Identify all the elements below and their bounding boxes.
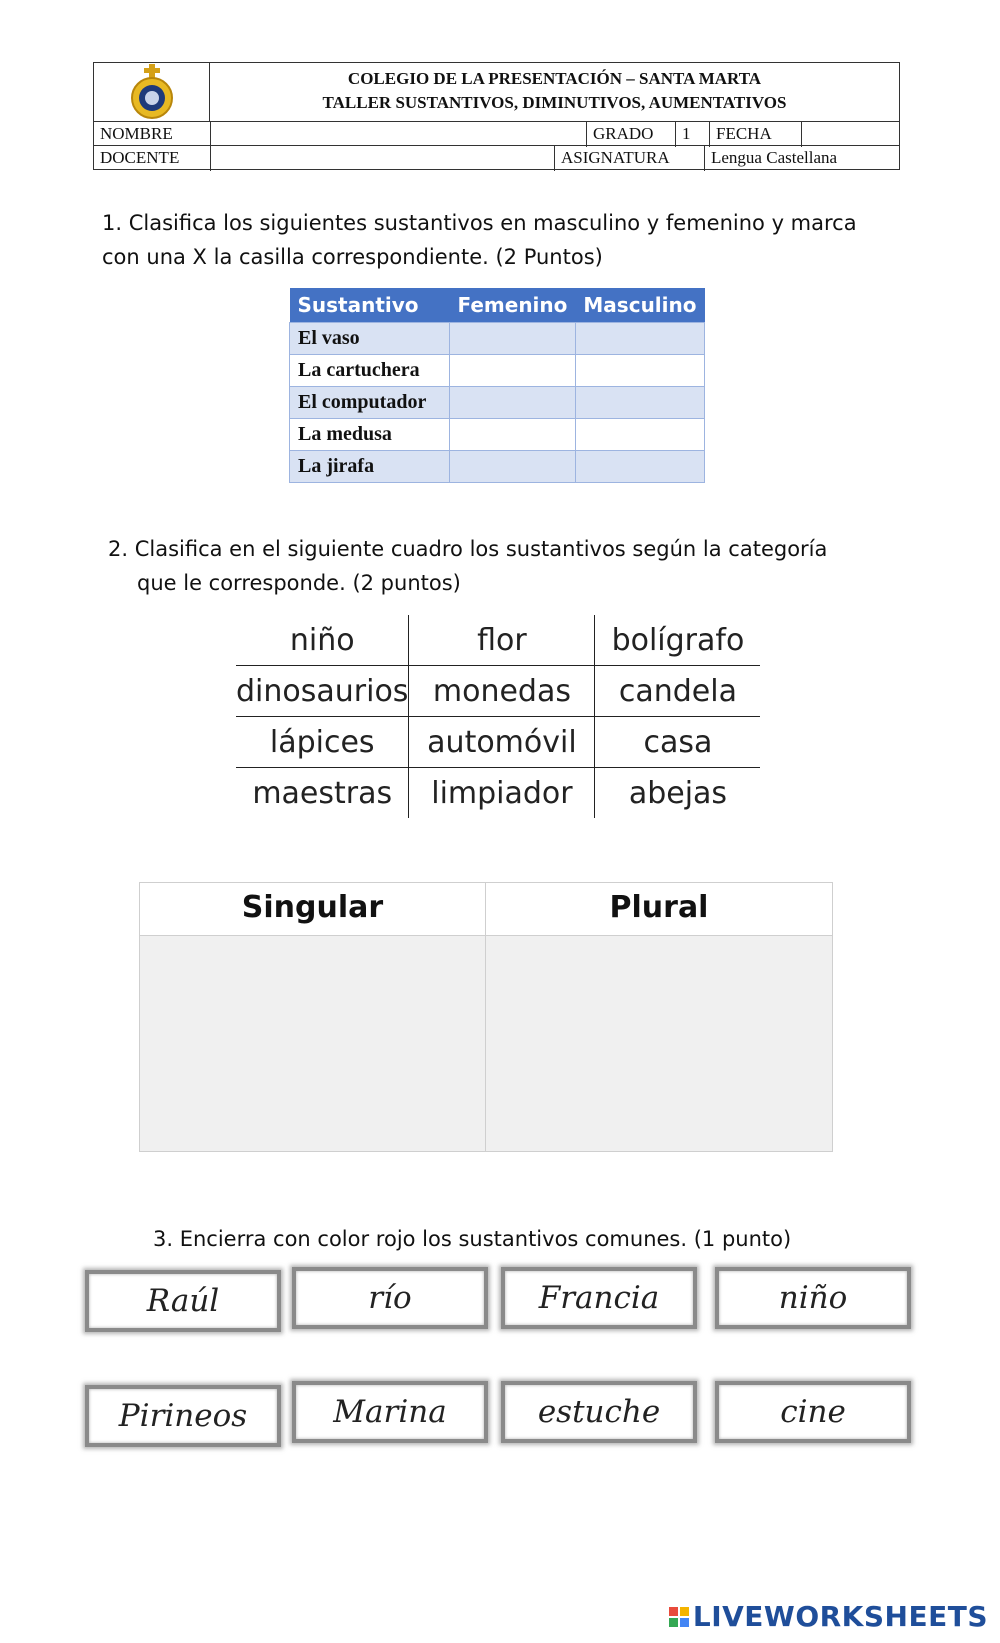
column-divider (485, 883, 486, 1151)
brand-text: LIVEWORKSHEETS (692, 1600, 988, 1633)
header-titles (210, 63, 899, 121)
word-box[interactable]: niño (715, 1267, 911, 1329)
gender-table (289, 288, 705, 483)
col-sustantivo: Sustantivo (290, 288, 450, 323)
school-crest-icon (127, 64, 177, 120)
gender-table-header (290, 288, 705, 323)
table-row (290, 323, 705, 355)
word-grid-row (236, 768, 760, 819)
word-box[interactable]: cine (715, 1381, 911, 1443)
plural-header: Plural (486, 883, 832, 935)
draggable-word[interactable]: dinosaurios (236, 666, 409, 717)
table-row (290, 451, 705, 483)
femenino-checkbox[interactable] (450, 387, 576, 419)
femenino-checkbox[interactable] (450, 419, 576, 451)
word-box[interactable]: Raúl (85, 1270, 281, 1332)
col-femenino: Femenino (450, 288, 576, 323)
masculino-checkbox[interactable] (575, 451, 704, 483)
asignatura-value: Lengua Castellana (704, 146, 899, 171)
q1-line2: con una X la casilla correspondiente. (2 Puntos) (102, 245, 603, 269)
word-grid-row (236, 666, 760, 717)
header-table (93, 62, 900, 170)
singular-drop-zone[interactable] (140, 935, 485, 1151)
asignatura-label: ASIGNATURA (554, 146, 704, 171)
masculino-checkbox[interactable] (575, 323, 704, 355)
workshop-title: TALLER SUSTANTIVOS, DIMINUTIVOS, AUMENTATIVOS (322, 93, 787, 112)
draggable-word[interactable]: bolígrafo (595, 615, 761, 666)
fecha-label: FECHA (709, 122, 801, 147)
draggable-word[interactable]: casa (595, 717, 761, 768)
plural-drop-zone[interactable] (486, 935, 832, 1151)
word-box[interactable]: Francia (501, 1267, 697, 1329)
word-box[interactable]: estuche (501, 1381, 697, 1443)
draggable-word[interactable]: lápices (236, 717, 409, 768)
singular-plural-table (139, 882, 833, 1152)
noun-cell: La medusa (290, 419, 450, 451)
table-row (290, 387, 705, 419)
q3-text: 3. Encierra con color rojo los sustantivos comunes. (1 punto) (153, 1227, 792, 1251)
nombre-field[interactable] (210, 122, 586, 147)
word-box[interactable]: río (292, 1267, 488, 1329)
draggable-word[interactable]: abejas (595, 768, 761, 819)
school-logo (94, 63, 210, 121)
docente-label: DOCENTE (100, 148, 180, 167)
draggable-word[interactable]: limpiador (409, 768, 595, 819)
word-grid-row (236, 615, 760, 666)
masculino-checkbox[interactable] (575, 355, 704, 387)
table-row (290, 419, 705, 451)
masculino-checkbox[interactable] (575, 419, 704, 451)
noun-cell: La cartuchera (290, 355, 450, 387)
q1-line1: 1. Clasifica los siguientes sustantivos en masculino y femenino y marca (102, 211, 857, 235)
noun-cell: El computador (290, 387, 450, 419)
femenino-checkbox[interactable] (450, 323, 576, 355)
femenino-checkbox[interactable] (450, 451, 576, 483)
table-row (290, 355, 705, 387)
draggable-word[interactable]: monedas (409, 666, 595, 717)
header-row-docente (94, 145, 899, 171)
draggable-word[interactable]: maestras (252, 775, 393, 811)
draggable-word[interactable]: automóvil (409, 717, 595, 768)
q2-line1: 2. Clasifica en el siguiente cuadro los sustantivos según la categoría (108, 537, 828, 561)
col-masculino: Masculino (575, 288, 704, 323)
brand-icon (669, 1607, 689, 1627)
word-box[interactable]: Pirineos (85, 1385, 281, 1447)
grado-value: 1 (675, 122, 709, 147)
masculino-checkbox[interactable] (575, 387, 704, 419)
grado-label: GRADO (586, 122, 675, 147)
draggable-word[interactable]: niño (236, 615, 409, 666)
draggable-word[interactable]: candela (595, 666, 761, 717)
femenino-checkbox[interactable] (450, 355, 576, 387)
word-grid-row (236, 717, 760, 768)
word-box[interactable]: Marina (292, 1381, 488, 1443)
draggable-word[interactable]: flor (409, 615, 595, 666)
word-grid (236, 615, 760, 818)
q2-line2: que le corresponde. (2 puntos) (137, 571, 461, 595)
fecha-field[interactable] (801, 122, 899, 147)
singular-header: Singular (140, 883, 485, 935)
noun-cell: La jirafa (290, 451, 450, 483)
nombre-label: NOMBRE (100, 124, 173, 143)
docente-field[interactable] (210, 146, 554, 171)
noun-cell: El vaso (290, 323, 450, 355)
school-name: COLEGIO DE LA PRESENTACIÓN – SANTA MARTA (347, 69, 762, 88)
liveworksheets-logo (669, 1600, 988, 1633)
header-row-name (94, 121, 899, 147)
